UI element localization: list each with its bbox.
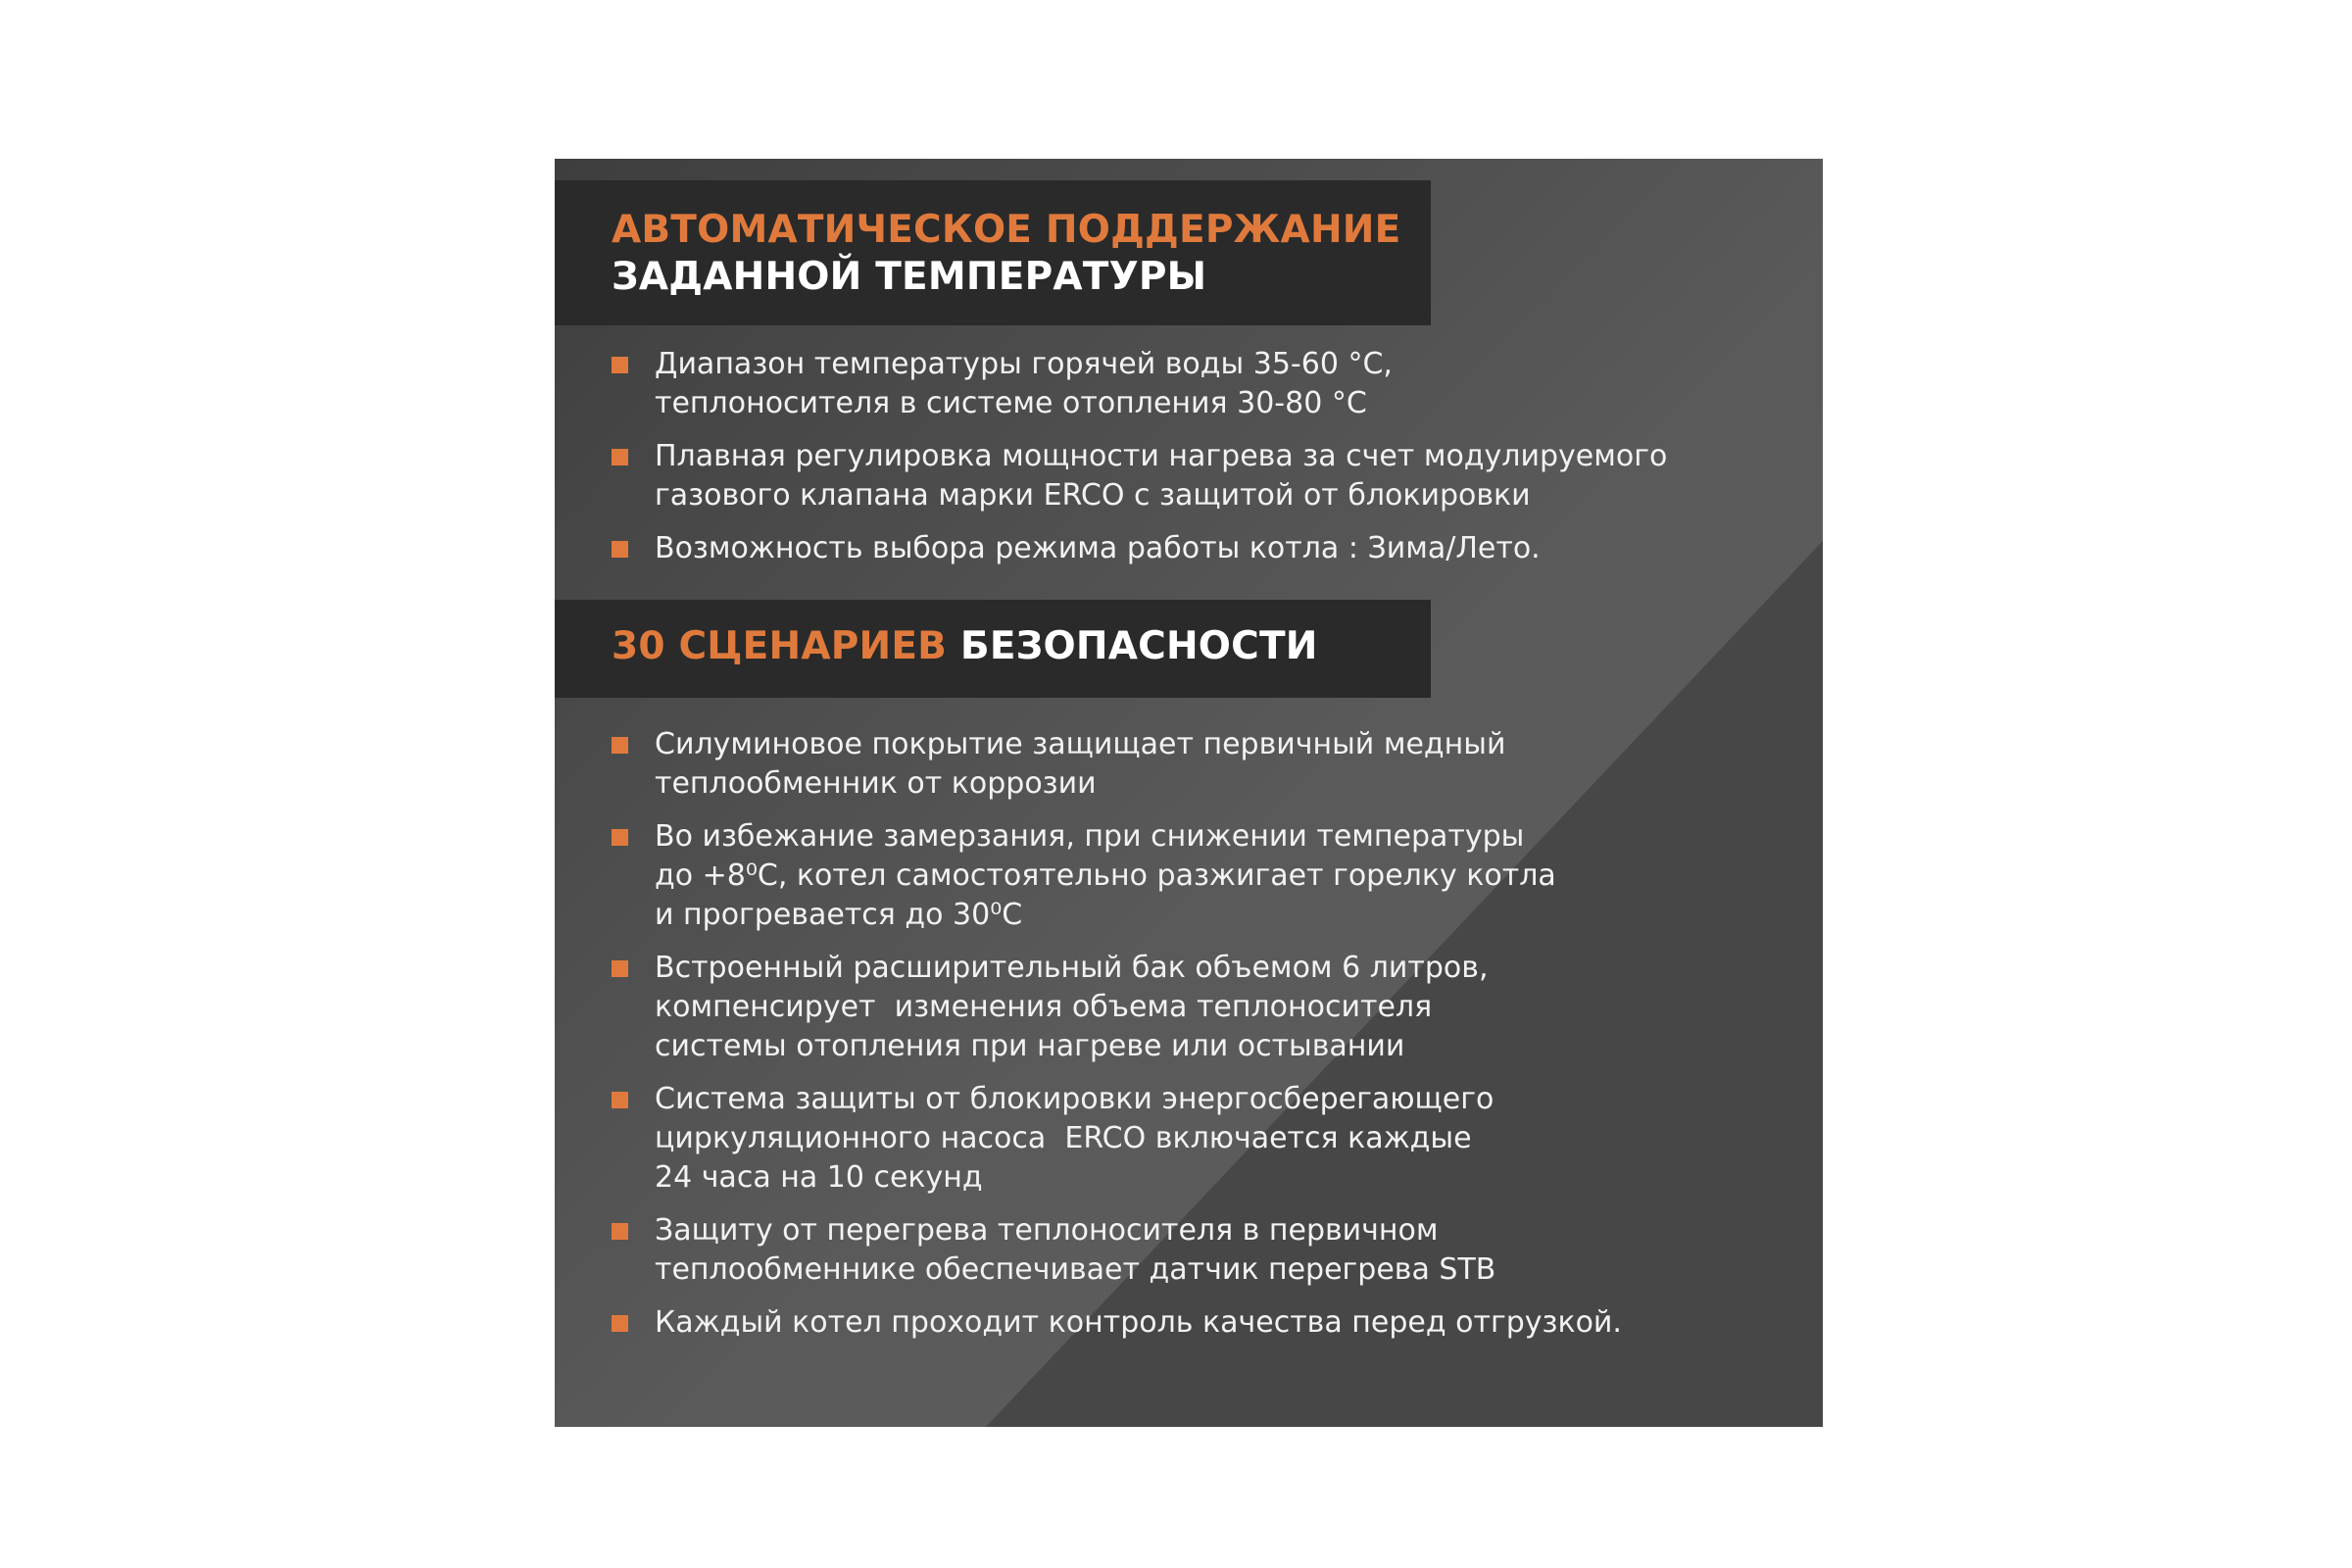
bullet-square-icon	[612, 1223, 628, 1240]
list-item	[612, 437, 1667, 515]
list-item	[612, 529, 1667, 568]
bullet-square-icon	[612, 357, 628, 373]
list-item-line: компенсирует изменения объема теплоносителя	[655, 990, 1433, 1024]
list-item-line: теплообменнике обеспечивает датчик перегрева STB	[655, 1252, 1496, 1287]
section-1-header	[555, 180, 1431, 325]
list-item-line: Силуминовое покрытие защищает первичный медный	[655, 727, 1506, 761]
section-2-list	[612, 725, 1622, 1356]
bullet-square-icon	[612, 1092, 628, 1108]
list-item	[612, 725, 1622, 804]
list-item-line: системы отопления при нагреве или остывании	[655, 1029, 1405, 1063]
list-item-line: циркуляционного насоса ERCO включается каждые	[655, 1121, 1472, 1155]
list-item	[612, 817, 1622, 935]
bullet-square-icon	[612, 737, 628, 754]
list-item	[612, 1080, 1622, 1198]
list-item-line: Во избежание замерзания, при снижении температуры	[655, 819, 1525, 854]
list-item-line: Каждый котел проходит контроль качества перед отгрузкой.	[655, 1305, 1622, 1340]
list-item	[612, 949, 1622, 1066]
section-2-title	[612, 623, 1431, 670]
info-card	[555, 159, 1823, 1427]
bullet-square-icon	[612, 541, 628, 558]
section-1-title-line-2: ЗАДАННОЙ ТЕМПЕРАТУРЫ	[612, 255, 1207, 299]
list-item-line: до +8⁰С, котел самостоятельно разжигает горелку котла	[655, 858, 1556, 893]
list-item-line: Защиту от перегрева теплоносителя в первичном	[655, 1213, 1439, 1248]
bullet-square-icon	[612, 960, 628, 977]
bullet-square-icon	[612, 829, 628, 846]
list-item-line: Плавная регулировка мощности нагрева за счет модулируемого	[655, 439, 1668, 473]
list-item	[612, 1303, 1622, 1343]
section-2-title-accent: 30 СЦЕНАРИЕВ	[612, 624, 948, 668]
bullet-square-icon	[612, 449, 628, 466]
list-item	[612, 345, 1667, 423]
list-item-line: теплообменник от коррозии	[655, 766, 1097, 801]
list-item-line: Система защиты от блокировки энергосберегающего	[655, 1082, 1494, 1116]
list-item-line: Диапазон температуры горячей воды 35-60 °С,	[655, 347, 1393, 381]
list-item-line: теплоносителя в системе отопления 30-80 °С	[655, 386, 1367, 420]
section-1-list	[612, 345, 1667, 582]
list-item-line: и прогревается до 30⁰С	[655, 898, 1023, 932]
list-item-line: газового клапана марки ERCO с защитой от блокировки	[655, 478, 1531, 513]
list-item-line: Возможность выбора режима работы котла : Зима/Лето.	[655, 531, 1541, 565]
list-item-line: 24 часа на 10 секунд	[655, 1160, 983, 1195]
section-2-title-rest: БЕЗОПАСНОСТИ	[947, 624, 1318, 668]
section-2-header	[555, 600, 1431, 698]
list-item	[612, 1211, 1622, 1290]
section-1-title-line-1: АВТОМАТИЧЕСКОЕ ПОДДЕРЖАНИЕ	[612, 208, 1401, 252]
list-item-line: Встроенный расширительный бак объемом 6 литров,	[655, 951, 1489, 985]
bullet-square-icon	[612, 1315, 628, 1332]
